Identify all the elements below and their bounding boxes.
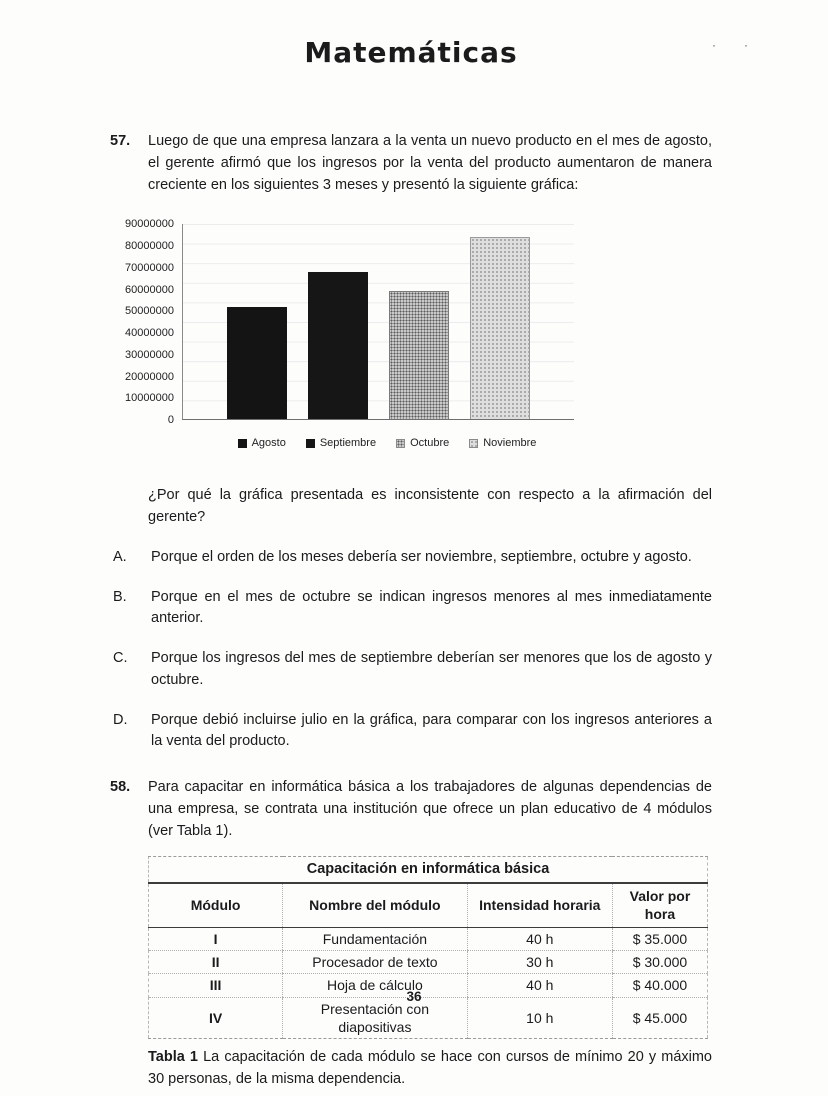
training-table-wrap	[148, 856, 708, 1039]
table-title: Capacitación en informática básica	[149, 857, 708, 883]
cell-modulo: IV	[149, 997, 283, 1038]
chart-legend	[176, 437, 598, 449]
cell-modulo: II	[149, 951, 283, 974]
bar-octubre	[389, 291, 449, 419]
option-d-text: Porque debió incluirse julio en la gráfica, para comparar con los ingresos anteriores a la venta del producto.	[151, 711, 712, 750]
legend-swatch-icon	[396, 439, 405, 448]
bar-chart	[118, 218, 598, 450]
question-57-prompt: ¿Por qué la gráfica presentada es inconsistente con respecto a la afirmación del gerente?	[148, 487, 712, 525]
y-tick-label: 70000000	[125, 261, 174, 274]
y-tick-label: 20000000	[125, 370, 174, 383]
option-a-text: Porque el orden de los meses debería ser noviembre, septiembre, octubre y agosto.	[151, 548, 692, 565]
cell-modulo: III	[149, 974, 283, 997]
question-57-number: 57.	[110, 133, 131, 149]
legend-item-noviembre	[469, 437, 536, 449]
option-c-text: Porque los ingresos del mes de septiembre deberían ser menores que los de agosto y octubre.	[151, 650, 712, 688]
table-header-row	[149, 883, 708, 928]
option-c	[110, 648, 712, 692]
bar-septiembre	[308, 272, 368, 419]
cell-horas: 30 h	[467, 951, 612, 974]
legend-item-septiembre	[306, 437, 376, 449]
legend-swatch-icon	[469, 439, 478, 448]
legend-swatch-icon	[306, 439, 315, 448]
table-title-row	[149, 857, 708, 883]
table-row	[149, 951, 708, 974]
scan-artifact-dots: ··	[712, 38, 776, 52]
cell-valor: $ 40.000	[612, 974, 707, 997]
question-57-text: Luego de que una empresa lanzara a la venta un nuevo producto en el mes de agosto, el gerente afirmó que los ingresos por la venta del producto aumentaron de manera creciente en los siguientes 3 meses y presentó la siguiente gráfica:	[148, 133, 712, 193]
header-valor: Valor por hora	[612, 883, 707, 928]
question-58	[110, 777, 712, 842]
table-caption	[148, 1047, 712, 1091]
y-tick-label: 50000000	[125, 305, 174, 318]
cell-horas: 40 h	[467, 974, 612, 997]
y-tick-label: 0	[167, 414, 174, 427]
option-d	[110, 710, 712, 754]
cell-nombre: Hoja de cálculo	[283, 974, 467, 997]
legend-item-agosto	[238, 437, 286, 449]
question-58-number: 58.	[110, 779, 131, 795]
question-57	[110, 131, 712, 196]
bar-agosto	[227, 307, 287, 420]
option-b	[110, 587, 712, 631]
training-table	[148, 856, 708, 1039]
option-c-letter: C.	[113, 650, 128, 666]
page-title: Matemáticas	[304, 36, 518, 69]
chart-plot	[182, 224, 574, 420]
option-a-letter: A.	[113, 548, 127, 565]
y-tick-label: 60000000	[125, 283, 174, 296]
header-nombre: Nombre del módulo	[283, 883, 467, 928]
question-58-text: Para capacitar en informática básica a los trabajadores de algunas dependencias de una empresa, se contrata una institución que ofrece un plan educativo de 4 módulos (ver Tabla 1).	[148, 779, 712, 839]
cell-valor: $ 30.000	[612, 951, 707, 974]
legend-label: Septiembre	[319, 437, 377, 450]
option-b-text: Porque en el mes de octubre se indican ingresos menores al mes inmediatamente anterior.	[151, 588, 712, 627]
y-tick-label: 40000000	[125, 327, 174, 340]
y-tick-label: 80000000	[125, 240, 174, 253]
option-a	[110, 547, 712, 569]
cell-nombre: Fundamentación	[283, 928, 467, 951]
table-caption-text: La capacitación de cada módulo se hace con cursos de mínimo 20 y máximo 30 personas, de la misma dependencia.	[148, 1049, 712, 1087]
legend-label: Agosto	[251, 437, 286, 450]
cell-horas: 10 h	[467, 997, 612, 1038]
table-row	[149, 928, 708, 951]
cell-valor: $ 35.000	[612, 928, 707, 951]
page-number: 36	[406, 989, 422, 1004]
y-tick-label: 30000000	[125, 348, 174, 361]
option-d-letter: D.	[113, 711, 128, 728]
cell-nombre: Procesador de texto	[283, 951, 467, 974]
option-b-letter: B.	[113, 588, 127, 605]
cell-modulo: I	[149, 928, 283, 951]
legend-label: Octubre	[410, 437, 450, 450]
legend-swatch-icon	[238, 439, 247, 448]
y-tick-label: 90000000	[125, 218, 174, 231]
legend-label: Noviembre	[483, 437, 537, 450]
cell-horas: 40 h	[467, 928, 612, 951]
cell-valor: $ 45.000	[612, 997, 707, 1038]
header-intensidad: Intensidad horaria	[467, 883, 612, 928]
y-tick-label: 10000000	[125, 392, 174, 405]
bar-noviembre	[470, 237, 530, 419]
legend-item-octubre	[396, 437, 449, 449]
header-modulo: Módulo	[149, 883, 283, 928]
table-caption-label: Tabla 1	[148, 1049, 198, 1066]
cell-nombre: Presentación con diapositivas	[283, 997, 467, 1038]
chart-y-axis	[118, 217, 182, 427]
